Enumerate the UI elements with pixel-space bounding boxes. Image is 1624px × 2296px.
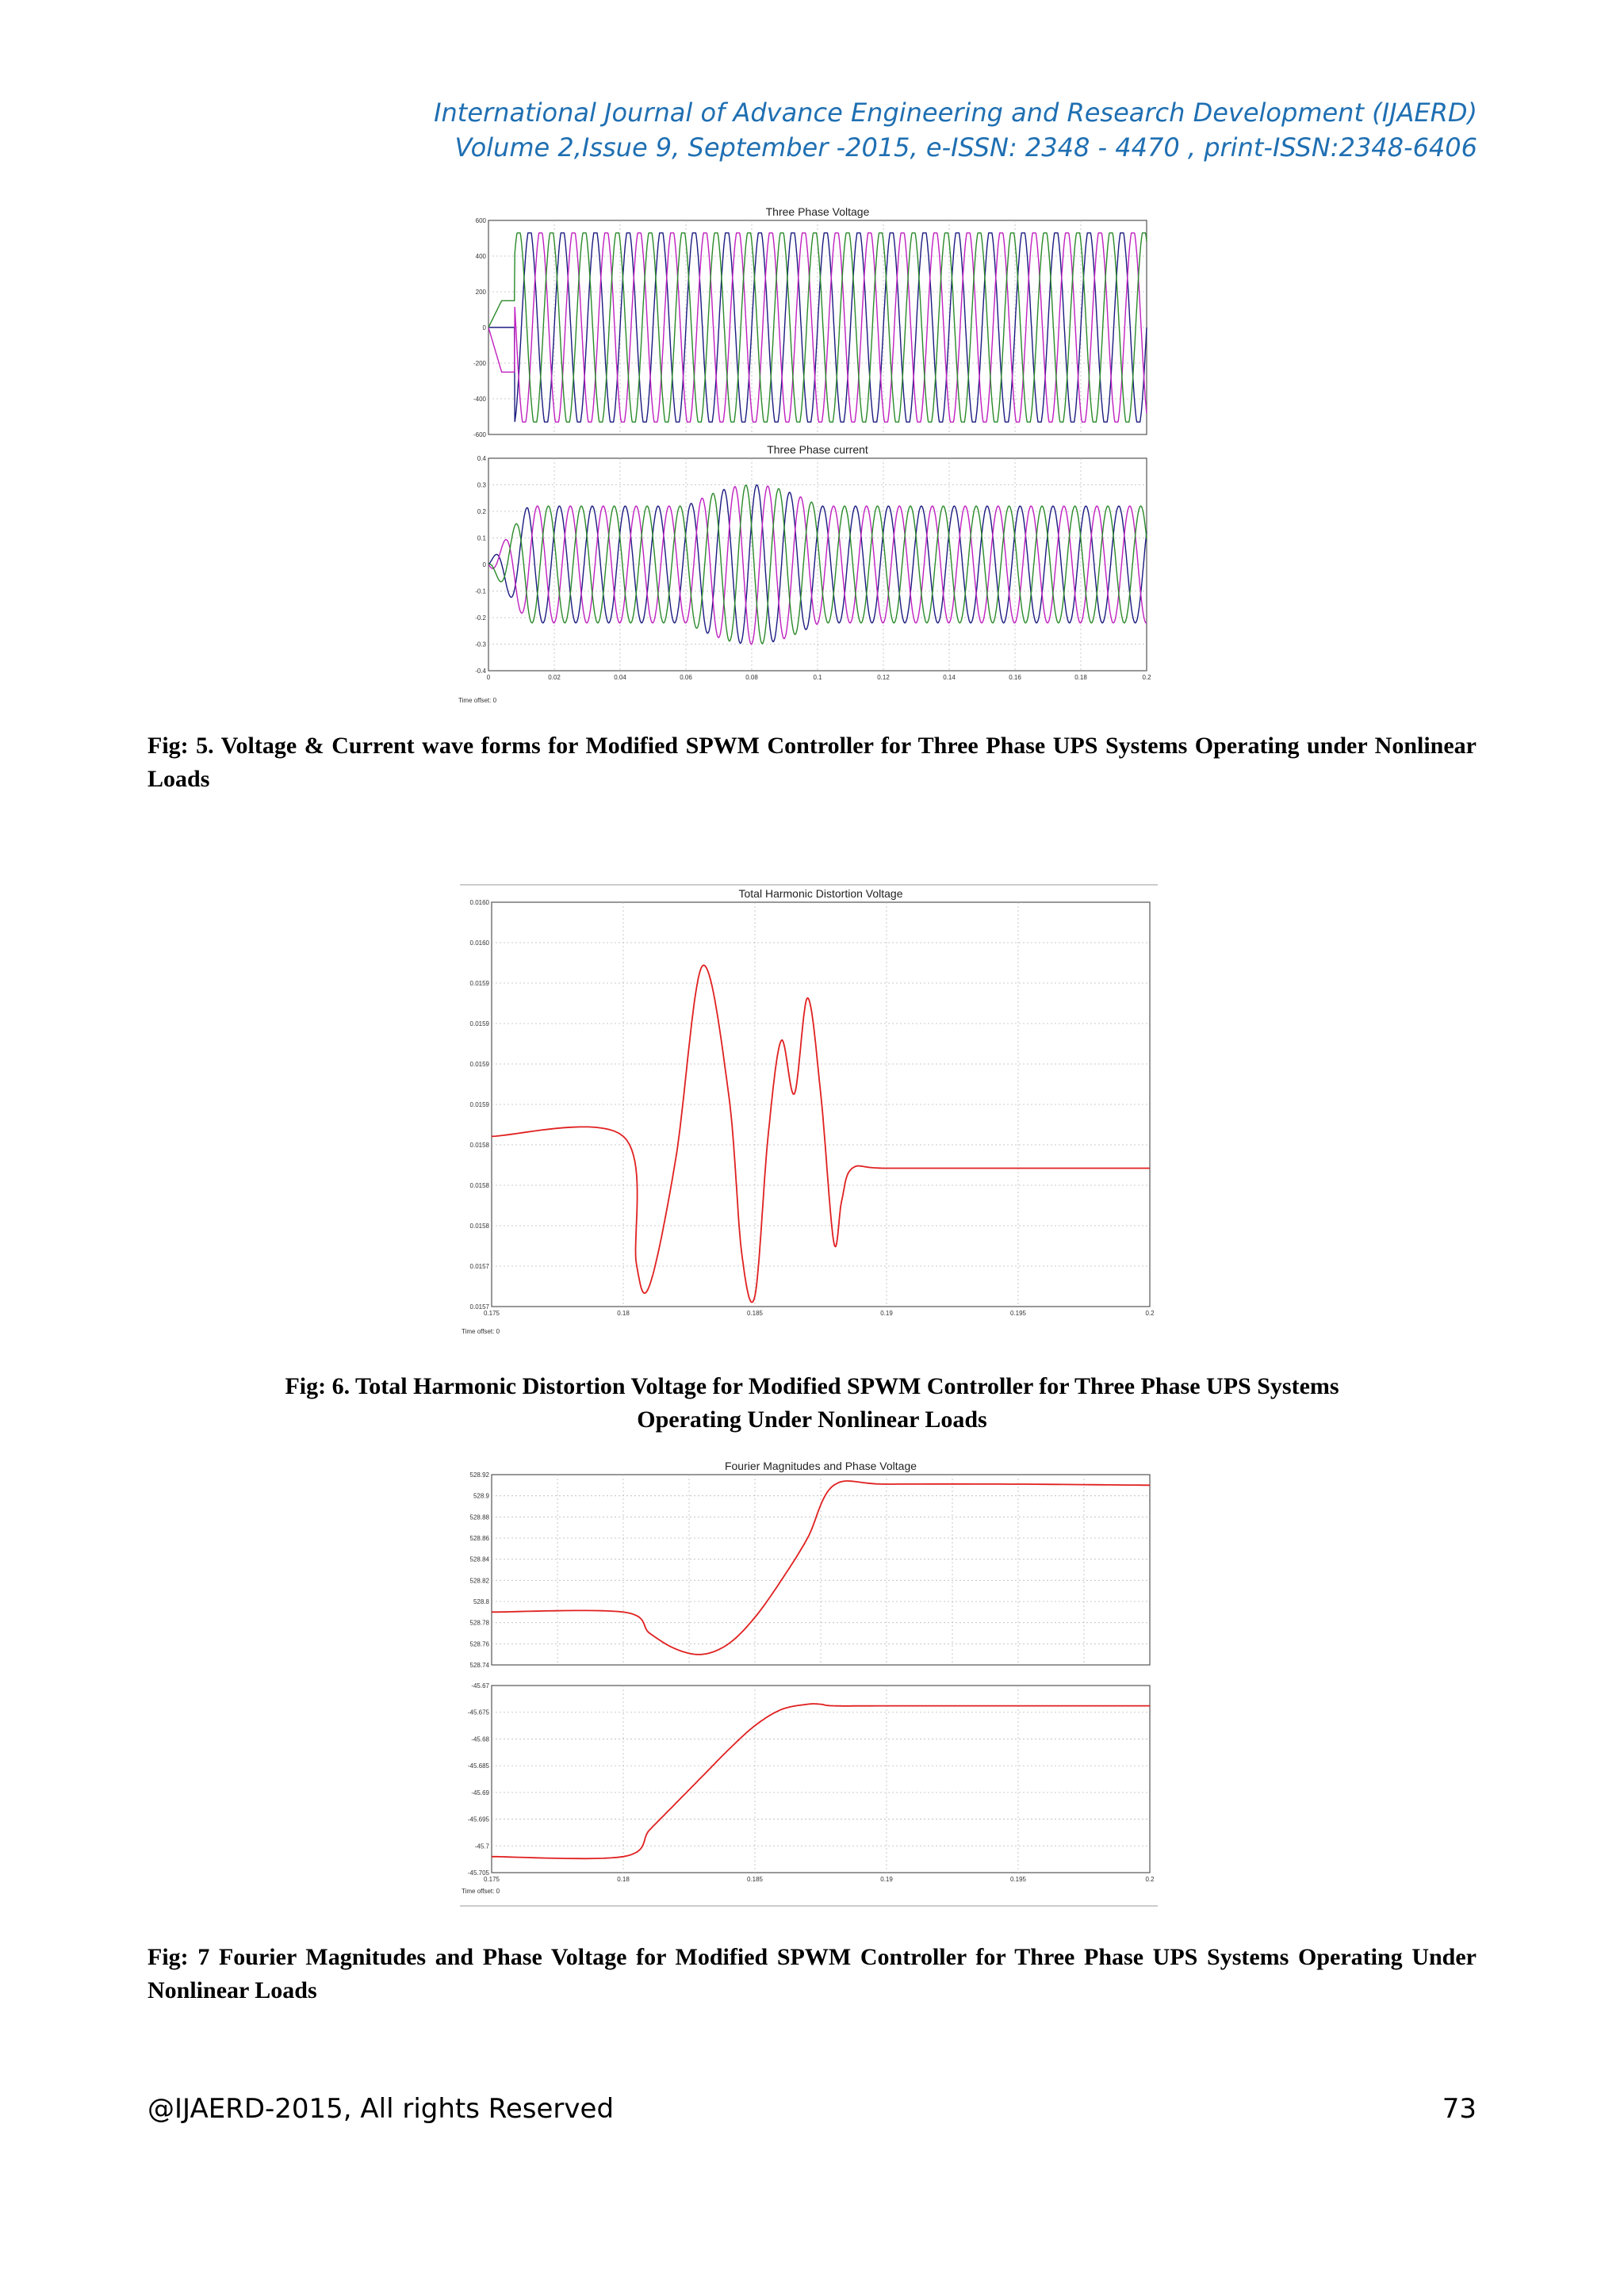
thd-panel-xtick: 0.185 (746, 1310, 764, 1317)
phase-panel-ytick: -45.69 (471, 1789, 489, 1797)
magnitude-panel-title: Fourier Magnitudes and Phase Voltage (724, 1460, 917, 1472)
magnitude-panel-ytick: 528.86 (469, 1535, 489, 1542)
voltage-panel-ytick: 600 (475, 217, 486, 224)
figure-6-caption-line1: Fig: 6. Total Harmonic Distortion Voltage for Modified SPWM Controller for Three Phase UPS Systems (285, 1373, 1339, 1399)
current-panel-xtick: 0.2 (1142, 674, 1151, 681)
thd-panel-xtick: 0.195 (1009, 1310, 1027, 1317)
figure-6 (460, 880, 1158, 1340)
phase-panel-ytick: -45.68 (471, 1735, 489, 1743)
phase-panel-xtick: 0.185 (746, 1876, 764, 1883)
current-panel-ytick: 0.4 (477, 455, 486, 462)
current-panel-ytick: -0.4 (475, 668, 486, 675)
current-panel-title: Three Phase current (767, 443, 868, 456)
figure-5-caption (147, 729, 1477, 796)
current-panel-ytick: 0 (482, 561, 486, 568)
phase-panel-axes (492, 1686, 1150, 1873)
current-panel-xtick: 0.16 (1009, 674, 1021, 681)
journal-volume: Volume 2,Issue 9, September -2015, e-ISSN: 2348 - 4470 , print-ISSN:2348-6406 (454, 132, 1477, 163)
thd-panel-title: Total Harmonic Distortion Voltage (738, 887, 903, 900)
magnitude-panel-ytick: 528.88 (469, 1513, 489, 1521)
phase-panel-ytick: -45.695 (467, 1816, 489, 1823)
phase-panel-xtick: 0.195 (1009, 1876, 1027, 1883)
phase-panel-ytick: -45.7 (474, 1843, 489, 1850)
thd-panel-ytick: 0.0160 (469, 899, 489, 906)
current-panel-xtick: 0.06 (680, 674, 692, 681)
figure-5-plot (457, 198, 1155, 706)
voltage-panel-ytick: -400 (473, 396, 486, 403)
figure-7-time-offset: Time offset: 0 (462, 1888, 500, 1895)
magnitude-panel-ytick: 528.92 (469, 1471, 489, 1479)
magnitude-panel-ytick: 528.74 (469, 1662, 489, 1669)
current-panel-ytick: 0.2 (477, 508, 486, 515)
current-panel-xtick: 0.14 (943, 674, 956, 681)
thd-panel-ytick: 0.0157 (469, 1263, 489, 1270)
thd-panel-ytick: 0.0159 (469, 1061, 489, 1068)
current-panel-xtick: 0 (486, 674, 491, 681)
phase-panel-ytick: -45.67 (471, 1682, 489, 1689)
voltage-panel-ytick: 0 (482, 324, 486, 331)
current-panel-ytick: -0.1 (475, 587, 486, 595)
voltage-panel-ytick: -600 (473, 431, 486, 438)
magnitude-panel-ytick: 528.8 (473, 1598, 489, 1605)
current-panel-xtick: 0.12 (877, 674, 890, 681)
figure-7-plot (460, 1456, 1158, 1909)
voltage-panel-ytick: 400 (475, 253, 486, 260)
thd-panel-xtick: 0.19 (880, 1310, 893, 1317)
phase-panel-xtick: 0.175 (483, 1876, 500, 1883)
figure-6-plot (460, 880, 1158, 1340)
phase-panel-xtick: 0.18 (617, 1876, 630, 1883)
figure-6-time-offset: Time offset: 0 (462, 1328, 500, 1335)
journal-title: International Journal of Advance Engineering and Research Development (IJAERD) (434, 98, 1477, 128)
figure-5-caption-text: Fig: 5. Voltage & Current wave forms for Modified SPWM Controller for Three Phase UPS Systems Operating under Nonlinear Loads (147, 733, 1477, 792)
copyright-footer: @IJAERD-2015, All rights Reserved (147, 2093, 615, 2125)
figure-5-time-offset: Time offset: 0 (458, 697, 497, 704)
page-number: 73 (1442, 2093, 1477, 2125)
phase-panel-xtick: 0.19 (880, 1876, 893, 1883)
magnitude-panel-ytick: 528.78 (469, 1619, 489, 1627)
figure-5 (457, 198, 1155, 706)
magnitude-panel-ytick: 528.76 (469, 1640, 489, 1648)
current-panel-ytick: 0.1 (477, 534, 486, 542)
thd-panel-ytick: 0.0159 (469, 1020, 489, 1027)
phase-panel-ytick: -45.685 (467, 1762, 489, 1770)
voltage-panel-ytick: -200 (473, 360, 486, 367)
journal-header (434, 95, 1477, 165)
thd-panel-ytick: 0.0157 (469, 1303, 489, 1311)
figure-7 (460, 1456, 1158, 1909)
voltage-panel-title: Three Phase Voltage (765, 205, 870, 218)
thd-panel-ytick: 0.0159 (469, 980, 489, 987)
figure-6-caption-line2: Operating Under Nonlinear Loads (637, 1406, 987, 1433)
voltage-panel-ytick: 200 (475, 289, 486, 296)
current-panel-ytick: 0.3 (477, 481, 486, 489)
thd-panel-xtick: 0.2 (1145, 1310, 1155, 1317)
current-panel-xtick: 0.08 (745, 674, 758, 681)
thd-panel-ytick: 0.0160 (469, 939, 489, 947)
phase-panel-xtick: 0.2 (1145, 1876, 1155, 1883)
thd-panel-xtick: 0.18 (617, 1310, 630, 1317)
magnitude-panel-ytick: 528.82 (469, 1577, 489, 1585)
current-panel-ytick: -0.3 (475, 641, 486, 649)
magnitude-panel-ytick: 528.84 (469, 1556, 489, 1563)
figure-7-caption (147, 1941, 1477, 2007)
thd-panel-ytick: 0.0158 (469, 1223, 489, 1230)
current-panel-xtick: 0.02 (548, 674, 561, 681)
figure-7-caption-text: Fig: 7 Fourier Magnitudes and Phase Voltage for Modified SPWM Controller for Three Phase UPS Systems Operating Under Nonlinear Loads (147, 1944, 1477, 2003)
current-panel-xtick: 0.04 (614, 674, 626, 681)
phase-panel-ytick: -45.675 (467, 1709, 489, 1716)
current-panel-xtick: 0.1 (813, 674, 822, 681)
thd-panel-ytick: 0.0159 (469, 1101, 489, 1108)
thd-panel-xtick: 0.175 (483, 1310, 500, 1317)
phase-panel-ytick: -45.705 (467, 1869, 489, 1877)
figure-6-caption (147, 1370, 1477, 1437)
magnitude-panel-ytick: 528.9 (473, 1492, 489, 1500)
current-panel-ytick: -0.2 (475, 614, 486, 622)
current-panel-xtick: 0.18 (1074, 674, 1087, 681)
thd-panel-ytick: 0.0158 (469, 1182, 489, 1189)
thd-panel-ytick: 0.0158 (469, 1142, 489, 1149)
